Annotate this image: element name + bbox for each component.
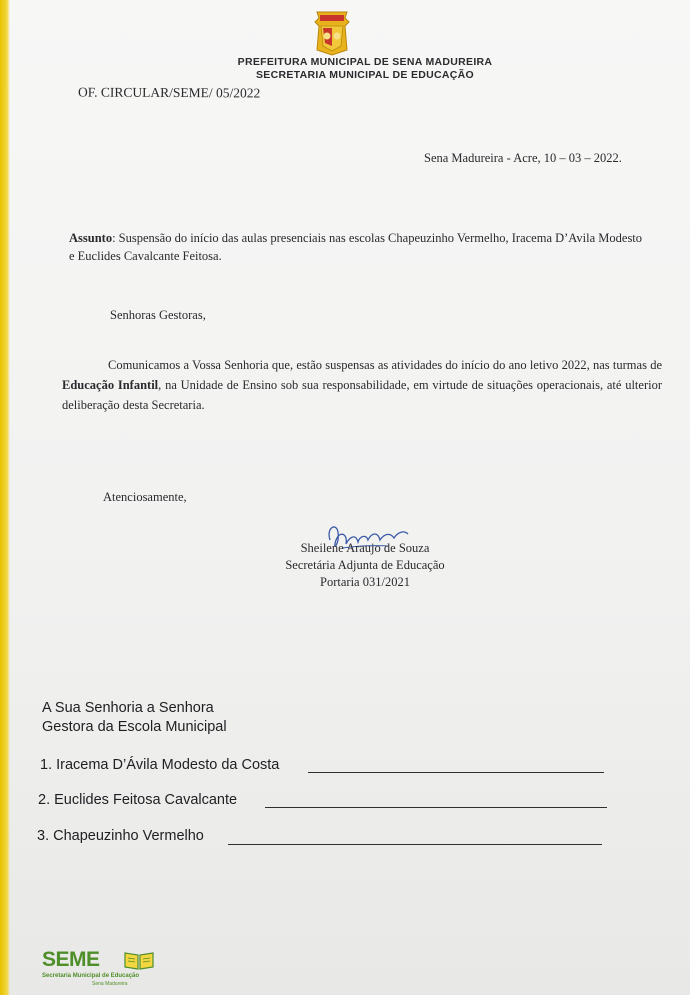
addressee-line-2: Gestora da Escola Municipal bbox=[42, 719, 227, 735]
school-item-2: 2. Euclides Feitosa Cavalcante bbox=[38, 792, 238, 808]
circular-reference: OF. CIRCULAR/SEME/ 05/2022 bbox=[77, 84, 261, 101]
subject-label: Assunto bbox=[69, 231, 113, 245]
body-text-part2: , na Unidade de Ensino sob sua responsabilidade, em virtude de situações operacionais, até ulterior deliberação desta Secretaria. bbox=[62, 378, 662, 412]
seme-logo-subtitle: Secretaria Municipal de Educação bbox=[42, 973, 140, 979]
seme-logo-city: Sena Madureira bbox=[92, 981, 128, 987]
signatory-decree: Portaria 031/2021 bbox=[320, 575, 410, 589]
open-book-icon bbox=[124, 950, 154, 970]
school-item-1: 1. Iracema D’Ávila Modesto da Costa bbox=[40, 757, 280, 773]
seme-logo-name: SEME bbox=[42, 948, 100, 971]
header-secretariat: SECRETARIA MUNICIPAL DE EDUCAÇÃO bbox=[255, 69, 475, 81]
subject-paragraph bbox=[69, 229, 644, 265]
signatory-name: Sheilene Araujo de Souza bbox=[300, 541, 430, 555]
seme-logo bbox=[42, 948, 162, 988]
signatory-title: Secretária Adjunta de Educação bbox=[285, 558, 445, 572]
subject-text: : Suspensão do início das aulas presenciais nas escolas Chapeuzinho Vermelho, Iracema D’Avila Modesto e Euclides Cavalcante Feitosa. bbox=[69, 231, 643, 263]
header-municipality: PREFEITURA MUNICIPAL DE SENA MADUREIRA bbox=[237, 56, 493, 68]
municipal-crest-icon bbox=[311, 10, 353, 56]
body-paragraph bbox=[62, 355, 662, 415]
signature-line-2 bbox=[265, 807, 607, 808]
signature-line-3 bbox=[228, 844, 602, 845]
body-text-part1: Comunicamos a Vossa Senhoria que, estão suspensas as atividades do início do ano letivo 2022, nas turmas de bbox=[108, 358, 662, 372]
greeting: Senhoras Gestoras, bbox=[110, 308, 206, 322]
signature-block bbox=[250, 540, 480, 591]
addressee-line-1: A Sua Senhoria a Senhora bbox=[42, 700, 214, 716]
body-text-bold: Educação Infantil bbox=[62, 378, 159, 392]
school-item-3: 3. Chapeuzinho Vermelho bbox=[37, 828, 204, 844]
closing: Atenciosamente, bbox=[103, 490, 187, 504]
date-line: Sena Madureira - Acre, 10 – 03 – 2022. bbox=[424, 151, 622, 165]
yellow-folder-edge bbox=[0, 0, 10, 995]
signature-line-1 bbox=[308, 772, 604, 773]
